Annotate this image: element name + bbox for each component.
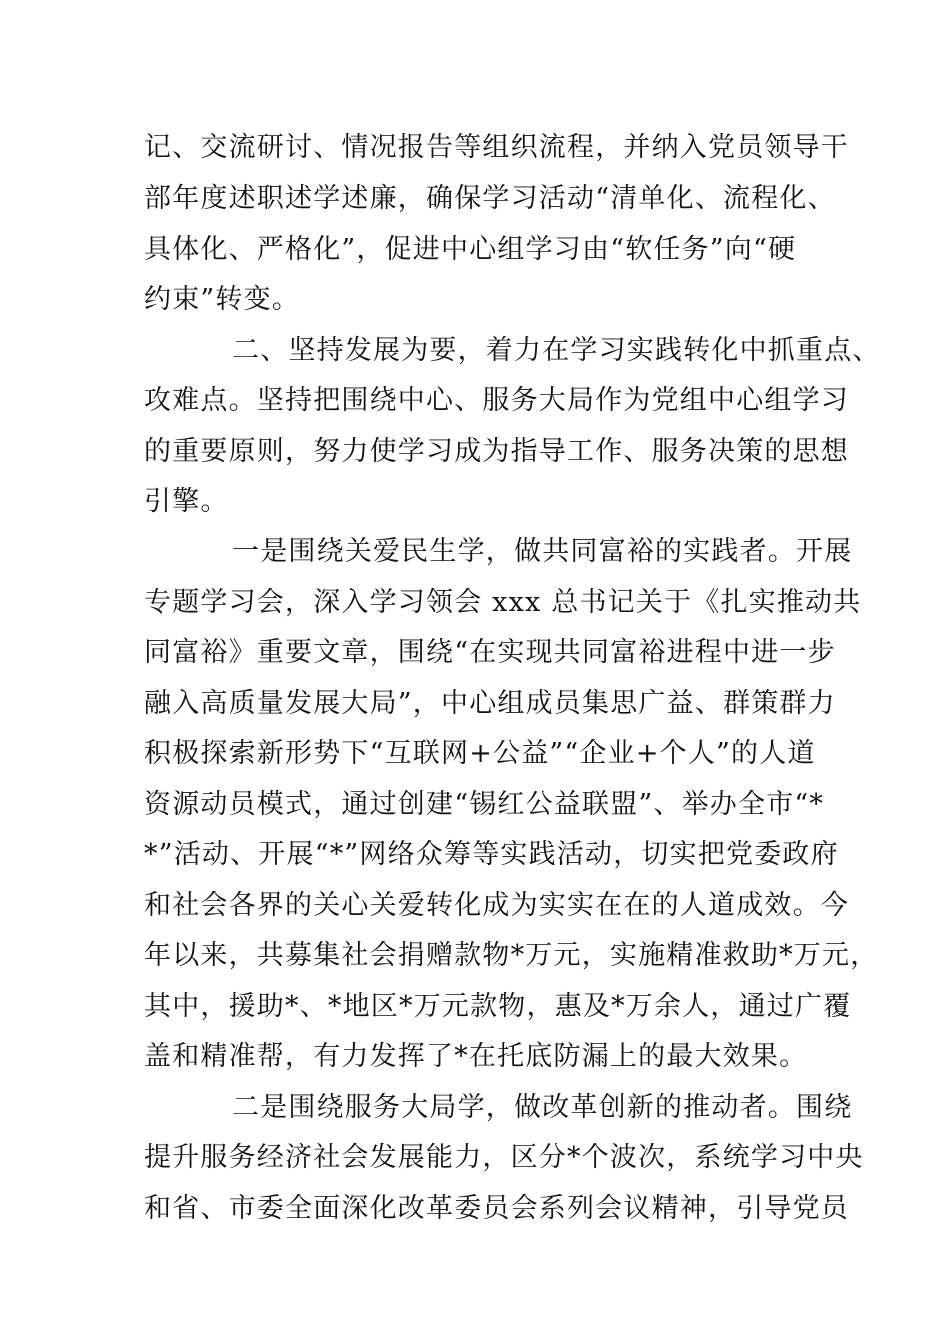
text-line: 部年度述职述学述廉，确保学习活动“清单化、流程化、 (144, 183, 836, 214)
text-line: *”活动、开展“*”网络众筹等实践活动，切实把党委政府 (144, 839, 839, 870)
text-line: 其中，援助*、*地区*万元款物，惠及*万余人，通过广覆 (144, 991, 852, 1022)
text-line: 提升服务经济社会发展能力，区分*个波次，系统学习中央 (144, 1142, 864, 1173)
text-line: 资源动员模式，通过创建“锡红公益联盟”、举办全市“* (144, 789, 825, 820)
text-line: 同富裕》重要文章，围绕“在实现共同富裕进程中进一步 (144, 637, 836, 668)
text-line: 专题学习会，深入学习领会 xxx 总书记关于《扎实推动共 (144, 587, 862, 618)
text-line: 积极探索新形势下“互联网+公益”“企业+个人”的人道 (144, 738, 816, 769)
text-line: 和省、市委全面深化改革委员会系列会议精神，引导党员 (144, 1193, 849, 1224)
text-line: 盖和精准帮，有力发挥了*在托底防漏上的最大效果。 (144, 1041, 808, 1072)
text-line: 约束”转变。 (144, 284, 301, 315)
text-line: 记、交流研讨、情况报告等组织流程，并纳入党员领导干 (144, 132, 849, 163)
text-line: 年以来，共募集社会捐赠款物*万元，实施精准救助*万元， (144, 940, 879, 971)
text-line: 攻难点。坚持把围绕中心、服务大局作为党组中心组学习 (144, 385, 849, 416)
text-line: 的重要原则，努力使学习成为指导工作、服务决策的思想 (144, 436, 849, 467)
paragraph-first-line: 二是围绕服务大局学，做改革创新的推动者。围绕 (232, 1092, 853, 1123)
paragraph-first-line: 一是围绕关爱民生学，做共同富裕的实践者。开展 (232, 536, 853, 567)
text-line: 具体化、严格化”，促进中心组学习由“软任务”向“硬 (144, 234, 797, 265)
text-line: 和社会各界的关心关爱转化成为实实在在的人道成效。今 (144, 890, 849, 921)
text-line: 融入高质量发展大局”，中心组成员集思广益、群策群力 (144, 688, 836, 719)
text-line: 引擎。 (144, 486, 229, 517)
section-heading: 二、坚持发展为要，着力在学习实践转化中抓重点、 (232, 335, 881, 366)
